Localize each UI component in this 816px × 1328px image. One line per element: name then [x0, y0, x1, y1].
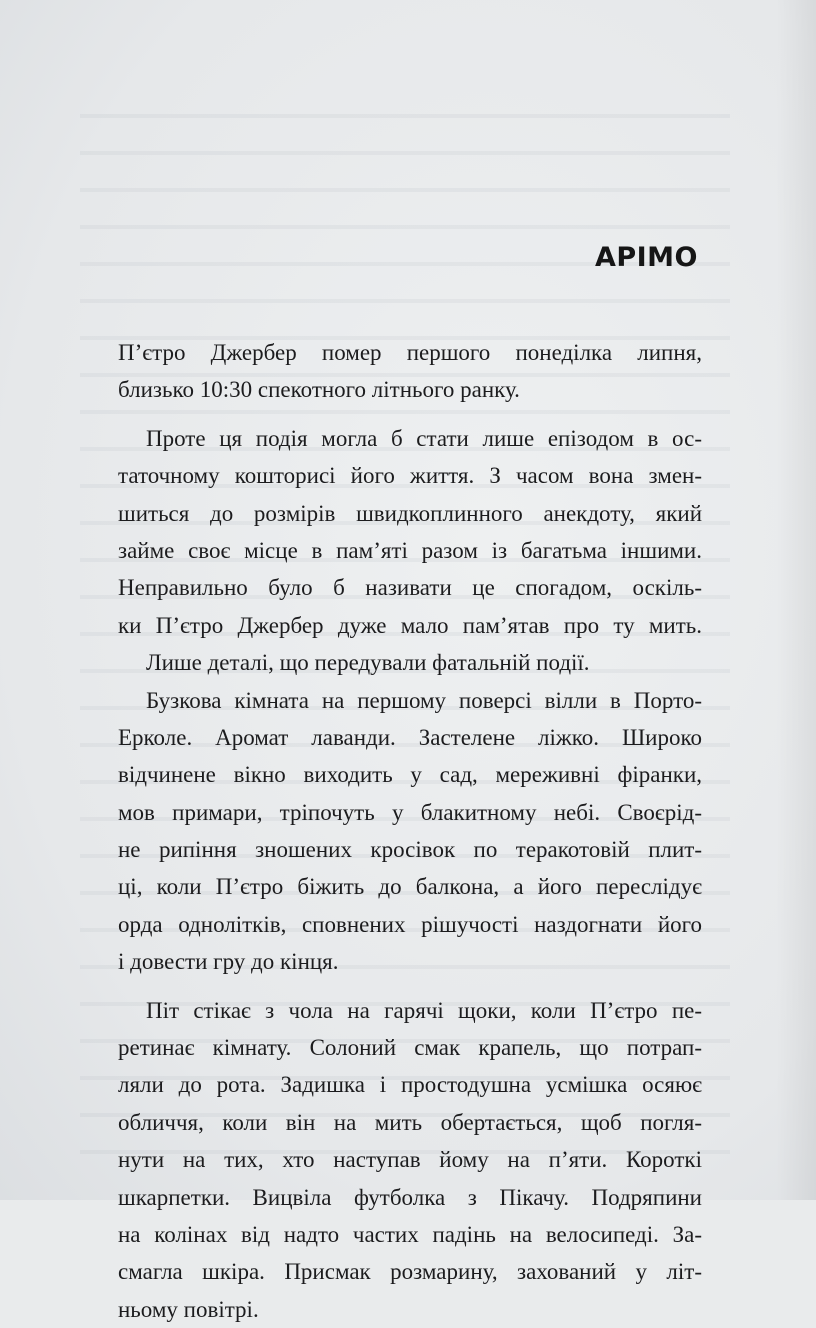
- text-line: близько 10:30 спекотного літнього ранку.: [118, 377, 520, 403]
- text-line: ньому повітрі.: [118, 1296, 259, 1322]
- paragraph: [118, 420, 702, 644]
- chapter-title: APIMO: [594, 242, 698, 273]
- text-line: шкарпетки. Вицвіла футболка з Пікачу. Подряпини: [118, 1184, 702, 1210]
- text-line: смагла шкіра. Присмак розмарину, захований у літ-: [118, 1259, 702, 1285]
- text-line: на колінах від надто частих падінь на велосипеді. За-: [118, 1221, 702, 1247]
- text-line: ці, коли П’єтро біжить до балкона, а його переслідує: [118, 874, 702, 900]
- text-line: Ерколе. Аромат лаванди. Застелене ліжко. Широко: [118, 724, 702, 750]
- paragraph: [118, 644, 702, 681]
- text-line: Неправильно було б називати це спогадом, оскіль-: [118, 575, 702, 601]
- text-line: і довести гру до кінця.: [118, 949, 339, 975]
- text-line: обличчя, коли він на мить обертається, щоб погля-: [118, 1109, 702, 1135]
- text-line: П’єтро Джербер помер першого понеділка липня,: [118, 340, 702, 365]
- text-line: орда однолітків, сповнених рішучості наздогнати його: [118, 911, 702, 937]
- body-text: [118, 334, 702, 1328]
- text-line: Лише деталі, що передували фатальній події.: [146, 650, 590, 676]
- text-line: займе своє місце в пам’яті разом із багатьма іншими.: [118, 537, 702, 563]
- text-line: ретинає кімнату. Солоний смак крапель, що потрап-: [118, 1035, 702, 1061]
- text-line: ки П’єтро Джербер дуже мало пам’ятав про ту мить.: [118, 612, 702, 638]
- text-line: шиться до розмірів швидкоплинного анекдоту, який: [118, 500, 702, 526]
- text-line: Піт стікає з чола на гарячі щоки, коли П’єтро пе-: [146, 997, 702, 1023]
- text-line: Бузкова кімната на першому поверсі вілли в Порто-: [146, 687, 702, 713]
- page-edge-shadow: [776, 0, 816, 1200]
- text-line: таточному кошторисі його життя. З часом вона змен-: [118, 463, 702, 489]
- paragraph: [118, 682, 702, 981]
- text-line: відчинене вікно виходить у сад, мереживні фіранки,: [118, 762, 702, 788]
- text-line: Проте ця подія могла б стати лише епізодом в ос-: [146, 425, 702, 451]
- text-line: мов примари, тріпочуть у блакитному небі. Своєрід-: [118, 799, 702, 825]
- paragraph: [118, 992, 702, 1328]
- text-line: не рипіння зношених кросівок по теракотовій плит-: [118, 837, 702, 863]
- text-line: ляли до рота. Задишка і простодушна усмішка осяює: [118, 1072, 702, 1098]
- paragraph: [118, 334, 702, 409]
- text-line: нути на тих, хто наступав йому на п’яти. Короткі: [118, 1147, 702, 1173]
